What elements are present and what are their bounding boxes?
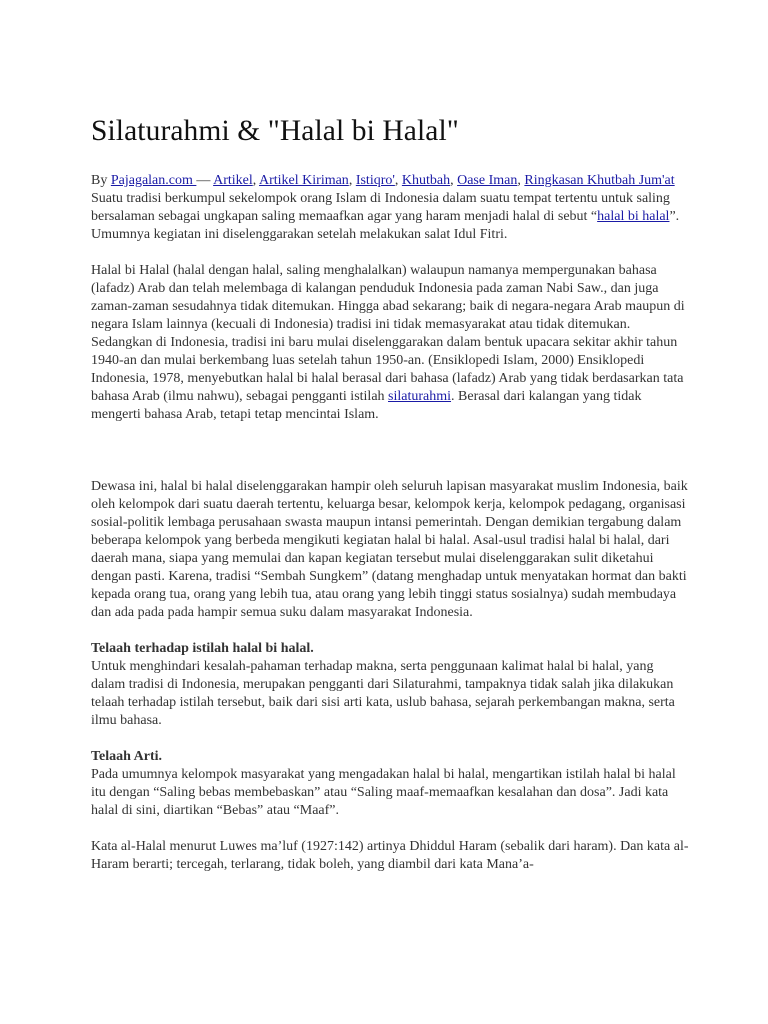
paragraph-spacer [91,244,691,262]
paragraph-1-text: Suatu tradisi berkumpul sekelompok orang Islam di Indonesia dalam suatu tempat tertentu untuk saling bersalaman sebagai ungkapan saling memaafkan agar yang haram menjadi halal di sebut “ [91,191,670,224]
category-link-istiqro[interactable]: Istiqro' [355,173,395,188]
byline-separator: , [252,173,259,188]
section-heading-arti: Telaah Arti. [91,749,163,764]
byline-dash: — [196,173,214,188]
paragraph-5: Pada umumnya kelompok masyarakat yang mengadakan halal bi halal, mengartikan istilah halal bi halal itu dengan “Saling bebas membebaskan” atau “Saling maaf-memaafkan kesalahan dan dosa”. Jadi kata halal di sini, diartikan “Bebas” atau “Maaf”. [91,767,676,818]
byline-separator: , [450,173,458,188]
byline-separator: , [394,173,402,188]
category-link-artikel-kiriman[interactable]: Artikel Kiriman [259,173,349,188]
paragraph-2-text: Halal bi Halal (halal dengan halal, saling menghalalkan) walaupun namanya mempergunakan bahasa (lafadz) Arab dan telah melembaga di kalangan penduduk Indonesia pada zaman Nabi Saw., dan juga zaman-zaman sesudahnya tidak ditemukan. Hingga abad sekarang; baik di negara-negara Arab maupun di negara Islam lainnya (kecuali di Indonesia) tradisi ini tidak memasyarakat atau tidak ditemukan. Sedangkan di Indonesia, tradisi ini baru mulai diselenggarakan dalam bentuk upacara sekitar akhir tahun 1940-an dan mulai berkembang luas setelah tahun 1950-an. (Ensiklopedi Islam, 2000) Ensiklopedi Indonesia, 1978, menyebutkan halal bi halal berasal dari bahasa (lafadz) Arab yang tidak berdasarkan tata bahasa Arab (ilmu nahwu), sebagai pengganti istilah [91,263,685,404]
article-byline [91,172,691,190]
paragraph-spacer [91,622,691,640]
byline-prefix: By [91,173,111,188]
category-link-oase-iman[interactable]: Oase Iman [457,173,518,188]
category-link-khutbah[interactable]: Khutbah [401,173,451,188]
category-link-artikel[interactable]: Artikel [213,173,253,188]
paragraph-spacer [91,424,691,478]
paragraph-2 [91,262,691,424]
paragraph-4: Untuk menghindari kesalah-pahaman terhadap makna, serta penggunaan kalimat halal bi halal, yang dalam tradisi di Indonesia, merupakan pengganti dari Silaturahmi, tampaknya tidak salah jika dilakukan telaah terhadap istilah tersebut, baik dari sisi arti kata, uslub bahasa, sejarah perkembangan makna, serta ilmu bahasa. [91,659,675,728]
byline-separator: , [348,173,356,188]
article-title: Silaturahmi & "Halal bi Halal" [91,115,459,147]
section-heading-istilah: Telaah terhadap istilah halal bi halal. [91,641,314,656]
category-link-ringkasan-khutbah[interactable]: Ringkasan Khutbah Jum'at [524,173,675,188]
silaturahmi-link[interactable]: silaturahmi [388,389,452,404]
paragraph-spacer [91,820,691,838]
halal-bi-halal-link[interactable]: halal bi halal [597,209,670,224]
paragraph-1 [91,190,691,244]
paragraph-6: Kata al-Halal menurut Luwes ma’luf (1927:142) artinya Dhiddul Haram (sebalik dari haram). Dan kata al-Haram berarti; tercegah, terlarang, tidak boleh, yang diambil dari kata Mana’a- [91,839,689,872]
byline-separator: , [517,173,525,188]
paragraph-3: Dewasa ini, halal bi halal diselenggarakan hampir oleh seluruh lapisan masyarakat muslim Indonesia, baik oleh kelompok dari suatu daerah tertentu, keluarga besar, kelompok kerja, kelompok pedagang, organisasi sosial-politik lembaga perusahaan swasta maupun intansi pemerintah. Dengan demikian tergabung dalam beberapa kelompok yang berbeda mengikuti kegiatan halal bi halal. Asal-usul tradisi halal bi halal, dari daerah mana, siapa yang memulai dan kapan kegiatan tersebut mulai diselenggarakan sulit diketahui dengan pasti. Karena, tradisi “Sembah Sungkem” (datang menghadap untuk menyatakan hormat dan bakti kepada orang tua, orang yang lebih tua, atau orang yang lebih tinggi status sosialnya) sudah membudaya dan ada pada pada hampir semua suku dalam masyarakat Indonesia. [91,479,688,620]
author-link[interactable]: Pajagalan.com [110,173,197,188]
article-content [91,112,691,874]
paragraph-spacer [91,730,691,748]
paragraph-2-text-end: . Berasal dari kalangan yang tidak mengerti bahasa Arab, tetapi tetap mencintai Islam. [91,389,642,422]
paragraph-1-text-end: ”. Umumnya kegiatan ini diselenggarakan setelah melakukan salat Idul Fitri. [91,209,680,242]
